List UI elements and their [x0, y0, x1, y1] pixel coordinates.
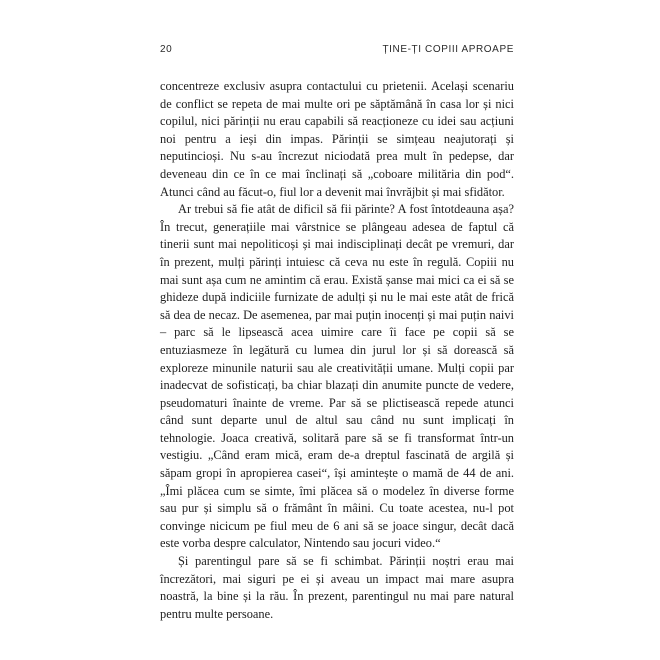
paragraph-continued: concentreze exclusiv asupra contactului cu prietenii. Același scenariu de conflict se repeta de mai multe ori pe săptămână în casa lor și nici copilul, nici părinții nu erau capabili să reacționeze cu idei sau acțiuni noi pentru a ieși din impas. Părinții se simțeau neajutorați și neputincioși. Nu s-au încrezut niciodată prea mult în pedepse, dar deveneau din ce în ce mai înclinați să „coboare milităria din pod“. Atunci când au făcut-o, fiul lor a devenit mai învrăjbit și mai sfidător.	[160, 79, 514, 199]
running-header	[160, 44, 514, 58]
running-title: ȚINE-ȚI COPIII APROAPE	[382, 44, 514, 55]
paragraph: Ar trebui să fie atât de dificil să fii părinte? A fost întotdeauna așa? În trecut, generațiile mai vârstnice se plângeau adesea de faptul că tinerii sunt mai nepoliticoși și mai indisciplinați decât pe vremuri, dar în prezent, mulți părinți intuiesc că ceva nu este în regulă. Copiii nu mai sunt așa cum ne amintim că erau. Există șanse mai mici ca ei să se ghideze după indiciile furnizate de adulți și nu le mai este atât de frică să dea de necaz. De asemenea, par mai puțin inocenți și mai puțin naivi – parc să le lipsească acea uimire care îi face pe copii să se entuziasmeze în legătură cu lumea din jurul lor și să dorească să exploreze minunile naturii sau ale creativității umane. Mulți copii par inadecvat de sofisticați, ba chiar blazați din anumite puncte de vedere, pseudomaturi înainte de vreme. Par să se plictisească repede atunci când sunt departe unul de altul sau când nu sunt implicați în tehnologie. Joaca creativă, solitară pare să se fi transformat într-un vestigiu. „Când eram mică, eram de-a dreptul fascinată de argilă și săpam gropi în apropierea casei“, își amintește o mamă de 44 de ani. „Îmi plăcea cum se simte, îmi plăcea să o modelez în diverse forme sau pur și simplu să o frământ în mâini. Cu toate acestea, nu-l pot convinge nicicum pe fiul meu de 6 ani să se joace singur, decât dacă este vorba despre calculator, Nintendo sau jocuri video.“	[160, 202, 514, 551]
paragraph: Și parentingul pare să se fi schimbat. Părinții noștri erau mai încrezători, mai siguri pe ei și aveau un impact mai mare asupra noastră, la bine și la rău. În prezent, parentingul nu mai pare natural pentru multe persoane.	[160, 554, 514, 621]
body-text	[160, 78, 514, 623]
page-number: 20	[160, 44, 173, 55]
